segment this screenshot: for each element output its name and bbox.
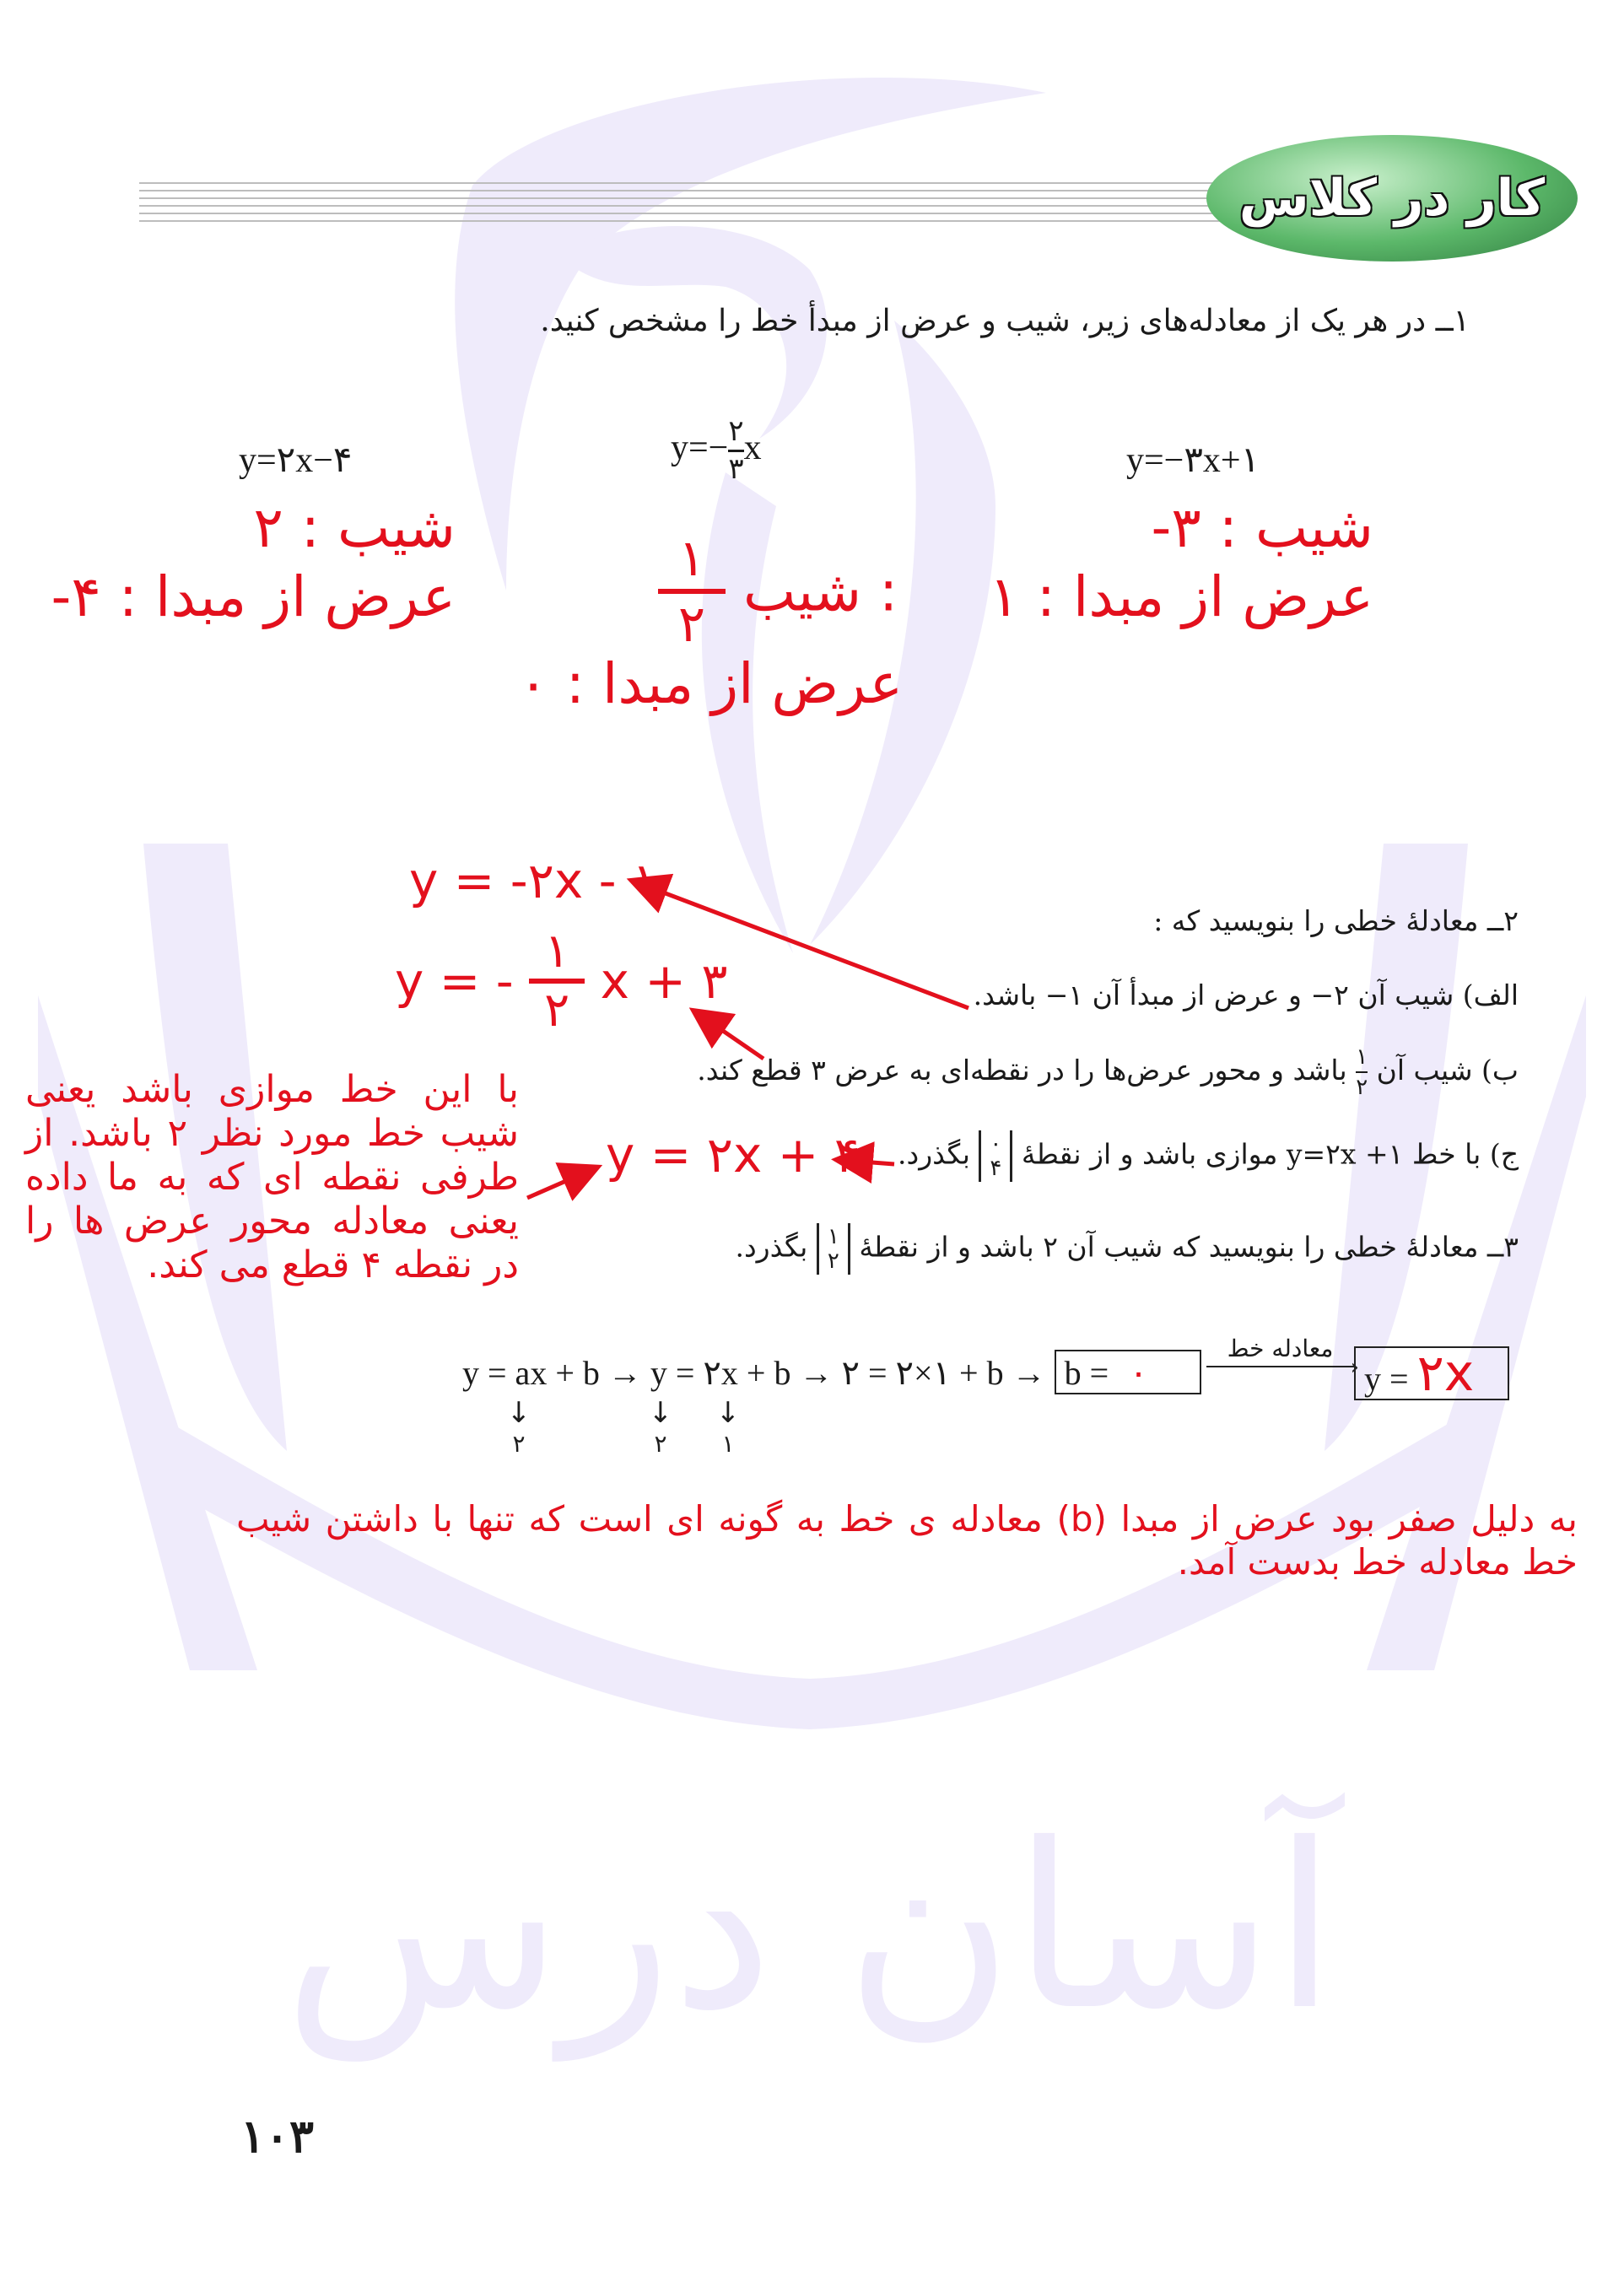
q1-eq-mid-prefix: y=− (671, 429, 729, 468)
page-number: ۱۰۳ (240, 2109, 315, 2163)
q3-bottom: ۲ (827, 1248, 839, 1274)
q3-text-pre: ۳ــ معادلهٔ خطی را بنویسید که شیب آن ۲ باشد و از نقطهٔ (859, 1230, 1519, 1264)
q3-result-box (1354, 1344, 1509, 1403)
q3-note: به دلیل صفر بود عرض از مبدا (b) معادله ی خط به گونه ای است که تنها با داشتن شیب خط معادله خط بدست آمد. (236, 1498, 1578, 1583)
q2-b-post: باشد و محور عرض‌ها را در نقطه‌ای به عرض ۳ قطع کند. (697, 1054, 1347, 1087)
q3-top: ۱ (827, 1224, 839, 1249)
q3-chain (462, 1350, 1201, 1394)
q2-b-den: ۲ (1356, 1075, 1368, 1100)
q1-ans-mid-num: ۱ (677, 529, 706, 588)
q2-ans-b-post: x + ۳ (600, 952, 728, 1010)
q2-ans-b-num: ۱ (544, 924, 570, 979)
q3-b-value: ۰ (1129, 1351, 1148, 1393)
q3-text-post: بگذرد. (735, 1230, 808, 1264)
down-arrow-icon: ↓ (506, 1396, 531, 1430)
q1-ans-mid-intercept: عرض از مبدا : ۰ (518, 651, 903, 716)
class-work-title: کار در کلاس (1238, 169, 1546, 228)
q2-note-c: با این خط موازی باشد یعنی شیب خط مورد نظر ۲ باشد. از طرفی نقطه ای که به ما داده یعنی معادله محور عرض ها را در نقطه ۴ قطع می کند. (25, 1068, 519, 1286)
q2-b-pre: ب) شیب آن (1376, 1054, 1519, 1087)
q1-eq-mid-num: ۲ (728, 416, 744, 447)
q3-chain-step-2: y = ۲x + b (650, 1354, 791, 1392)
q2-a: الف) شیب آن ۲− و عرض از مبدأ آن ۱− باشد. (973, 979, 1519, 1011)
down-arrow-icon: ↓ (648, 1396, 673, 1430)
q3-down-label-2: ۲ (654, 1430, 667, 1458)
q3-b-label: b = (1064, 1354, 1109, 1392)
watermark-text: آسان درس (283, 1794, 1336, 2060)
q3-arrow-label: معادله خط (1227, 1335, 1334, 1362)
q1-ans-mid-slope-label: شیب : (742, 558, 898, 624)
q3-long-arrow (1206, 1335, 1359, 1380)
q2-c-top: ۰ (990, 1131, 1002, 1157)
q3-down-label-3: ۱ (721, 1430, 735, 1458)
q1-text: ۱ــ در هر یک از معادله‌های زیر، شیب و عرض از مبدأ خط را مشخص کنید. (540, 304, 1470, 338)
q2-text: ۲ــ معادلهٔ خطی را بنویسید که : (1153, 904, 1519, 937)
arrow-right-icon: → (607, 1354, 642, 1392)
arrow-right-icon: → (799, 1354, 834, 1392)
q2-c-pre: ج) با خط ۱+ y=۲x موازی باشد و از نقطهٔ (1021, 1137, 1519, 1171)
q3-down-label-1: ۲ (512, 1430, 526, 1458)
q1-eq-left: y=۲x−۴ (239, 441, 353, 480)
q1-eq-right: y=−۳x+۱ (1126, 441, 1260, 480)
q2-ans-b-den: ۲ (544, 983, 570, 1038)
down-arrow-icon: ↓ (715, 1396, 741, 1430)
q2-ans-c: y = ۲x + ۴ (606, 1126, 861, 1184)
arrow-right-icon: → (1012, 1354, 1046, 1392)
arrow-head-icon: › (1350, 1355, 1359, 1380)
q1-ans-left-slope: شیب : ۲ (253, 495, 456, 560)
q3-result-label: y = (1364, 1360, 1409, 1398)
q2-c-post: بگذرد. (898, 1137, 970, 1171)
q3-text (736, 1223, 1519, 1275)
q1-eq-mid-den: ۳ (728, 454, 744, 485)
q2-ans-b-pre: y = - (395, 952, 514, 1010)
q1-ans-mid-den: ۲ (677, 595, 706, 654)
q1-eq-mid-suffix: x (743, 429, 762, 468)
q3-b-box (1055, 1350, 1201, 1394)
q2-b-num: ۱ (1356, 1044, 1368, 1070)
q1-ans-right-slope: شیب : ۳- (1151, 495, 1373, 560)
q2-c-bottom: ۴ (990, 1155, 1002, 1181)
q3-chain-step-3: ۲ = ۲×۱ + b (841, 1354, 1004, 1392)
q1-ans-left-intercept: عرض از مبدا : ۴- (51, 564, 456, 629)
q3-chain-step-1: y = ax + b (462, 1354, 600, 1392)
q1-ans-right-intercept: عرض از مبدا : ۱ (989, 564, 1373, 629)
q2-ans-a: y = -۲x - ۱ (409, 852, 659, 909)
q3-result-value: ۲x (1416, 1344, 1475, 1403)
